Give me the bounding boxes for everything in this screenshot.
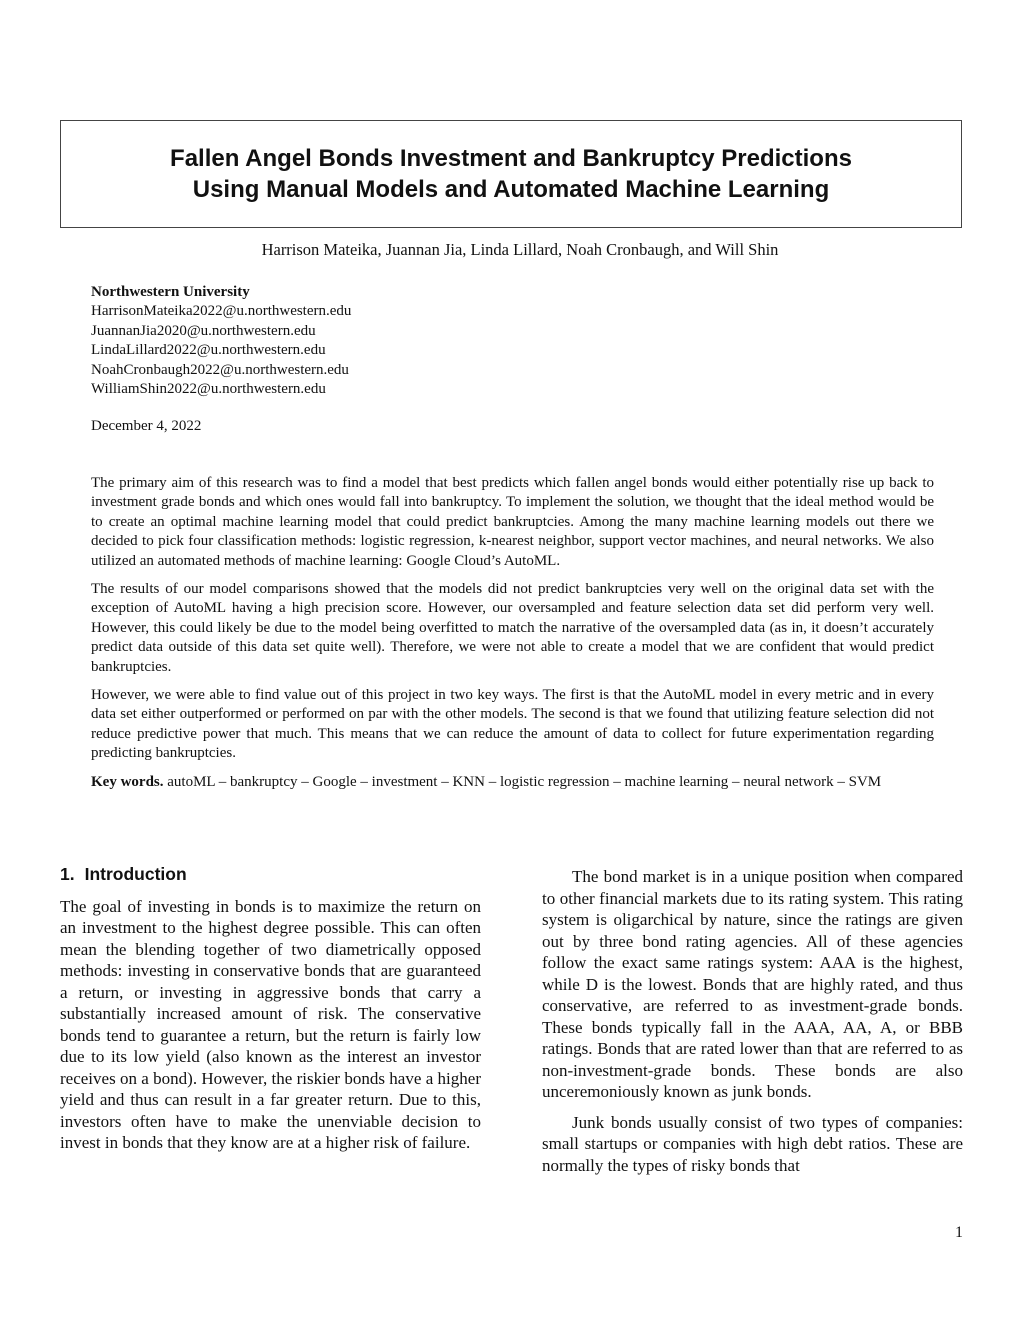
right-column [542, 866, 963, 1185]
affiliation-block [91, 283, 351, 399]
paper-title-line-2: Using Manual Models and Automated Machine Learning [192, 176, 830, 203]
left-column [60, 864, 481, 1163]
abstract-paragraph: However, we were able to find value out of this project in two key ways. The first is that the AutoML model in every metric and in every data set either outperformed or performed on par with the other models. The second is that we found that utilizing feature selection did not reduce predictive power that much. This means that we can reduce the amount of data to collect for future experimentation regarding predicting bankruptcies. [91, 687, 934, 762]
keywords-list: autoML – bankruptcy – Google – investment – KNN – logistic regression – machine learning – neural network – SVM [163, 773, 882, 790]
body-paragraph: The bond market is in a unique position when compared to other financial markets due to its rating system. This rating system is oligarchical by nature, since the ratings are given out by three bond rating agencies. All of these agencies follow the exact same ratings system: AAA is the highest, while D is the lowest. Bonds that are highly rated, and thus conservative, are referred to as investment-grade bonds. These bonds typically fall in the AAA, AA, A, or BBB ratings. Bonds that are rated lower than that are referred to as non-investment-grade bonds. These bonds are also unceremoniously known as junk bonds. [542, 867, 963, 1101]
paper-title-line-1: Fallen Angel Bonds Investment and Bankruptcy Predictions [170, 145, 852, 172]
section-number: 1. [60, 864, 75, 884]
author-email: NoahCronbaugh2022@u.northwestern.edu [91, 361, 349, 378]
body-paragraph: Junk bonds usually consist of two types of companies: small startups or companies with high debt ratios. These are normally the types of risky bonds that [542, 1112, 963, 1175]
author-email: HarrisonMateika2022@u.northwestern.edu [91, 303, 352, 320]
title-box [60, 120, 962, 228]
author-list: Harrison Mateika, Juannan Jia, Linda Lillard, Noah Cronbaugh, and Will Shin [261, 240, 779, 259]
author-email: JuannanJia2020@u.northwestern.edu [91, 322, 316, 339]
abstract-paragraph: The results of our model comparisons showed that the models did not predict bankruptcies very well on the original data set with the exception of AutoML having a high precision score. However, our oversampled and feature selection data set did perform very well. However, this could likely be due to the model being overfitted to match the narrative of the oversampled data (as in, it doesn’t accurately predict data outside of this data set quite well). Therefore, we were not able to create a model that we are confident that would predict bankruptcies. [91, 581, 934, 675]
abstract [91, 474, 934, 801]
affiliation-org: Northwestern University [91, 284, 250, 300]
section-heading-introduction [60, 864, 481, 886]
body-paragraph: The goal of investing in bonds is to maximize the return on an investment to the highest degree possible. This can often mean the blending together of two diametrically opposed methods: investing in conservative bonds that are guaranteed a return, or investing in aggressive bonds that carry a substantially increased amount of risk. The conservative bonds tend to guarantee a return, but the return is fairly low due to its low yield (also known as the interest an investor receives on a bond). However, the riskier bonds have a higher yield and thus can result in a far greater return. Due to this, investors often have to make the unenviable decision to invest in bonds that they know are at a higher risk of failure. [60, 896, 481, 1152]
keywords-label: Key words. [91, 773, 164, 790]
keywords [91, 773, 934, 792]
page-number: 1 [955, 1224, 963, 1241]
section-title: Introduction [84, 864, 187, 884]
publication-date: December 4, 2022 [91, 418, 202, 434]
abstract-paragraph: The primary aim of this research was to find a model that best predicts which fallen angel bonds would either potentially rise up back to investment grade bonds and which ones would fall into bankruptcy. To implement the solution, we thought that the ideal method would be to create an optimal machine learning model that could predict bankruptcies. Among the many machine learning models out there we decided to pick four classification methods: logistic regression, k-nearest neighbor, support vector machines, and neural networks. We also utilized an automated methods of machine learning: Google Cloud’s AutoML. [91, 475, 934, 569]
author-email: WilliamShin2022@u.northwestern.edu [91, 381, 326, 398]
author-email: LindaLillard2022@u.northwestern.edu [91, 342, 326, 359]
